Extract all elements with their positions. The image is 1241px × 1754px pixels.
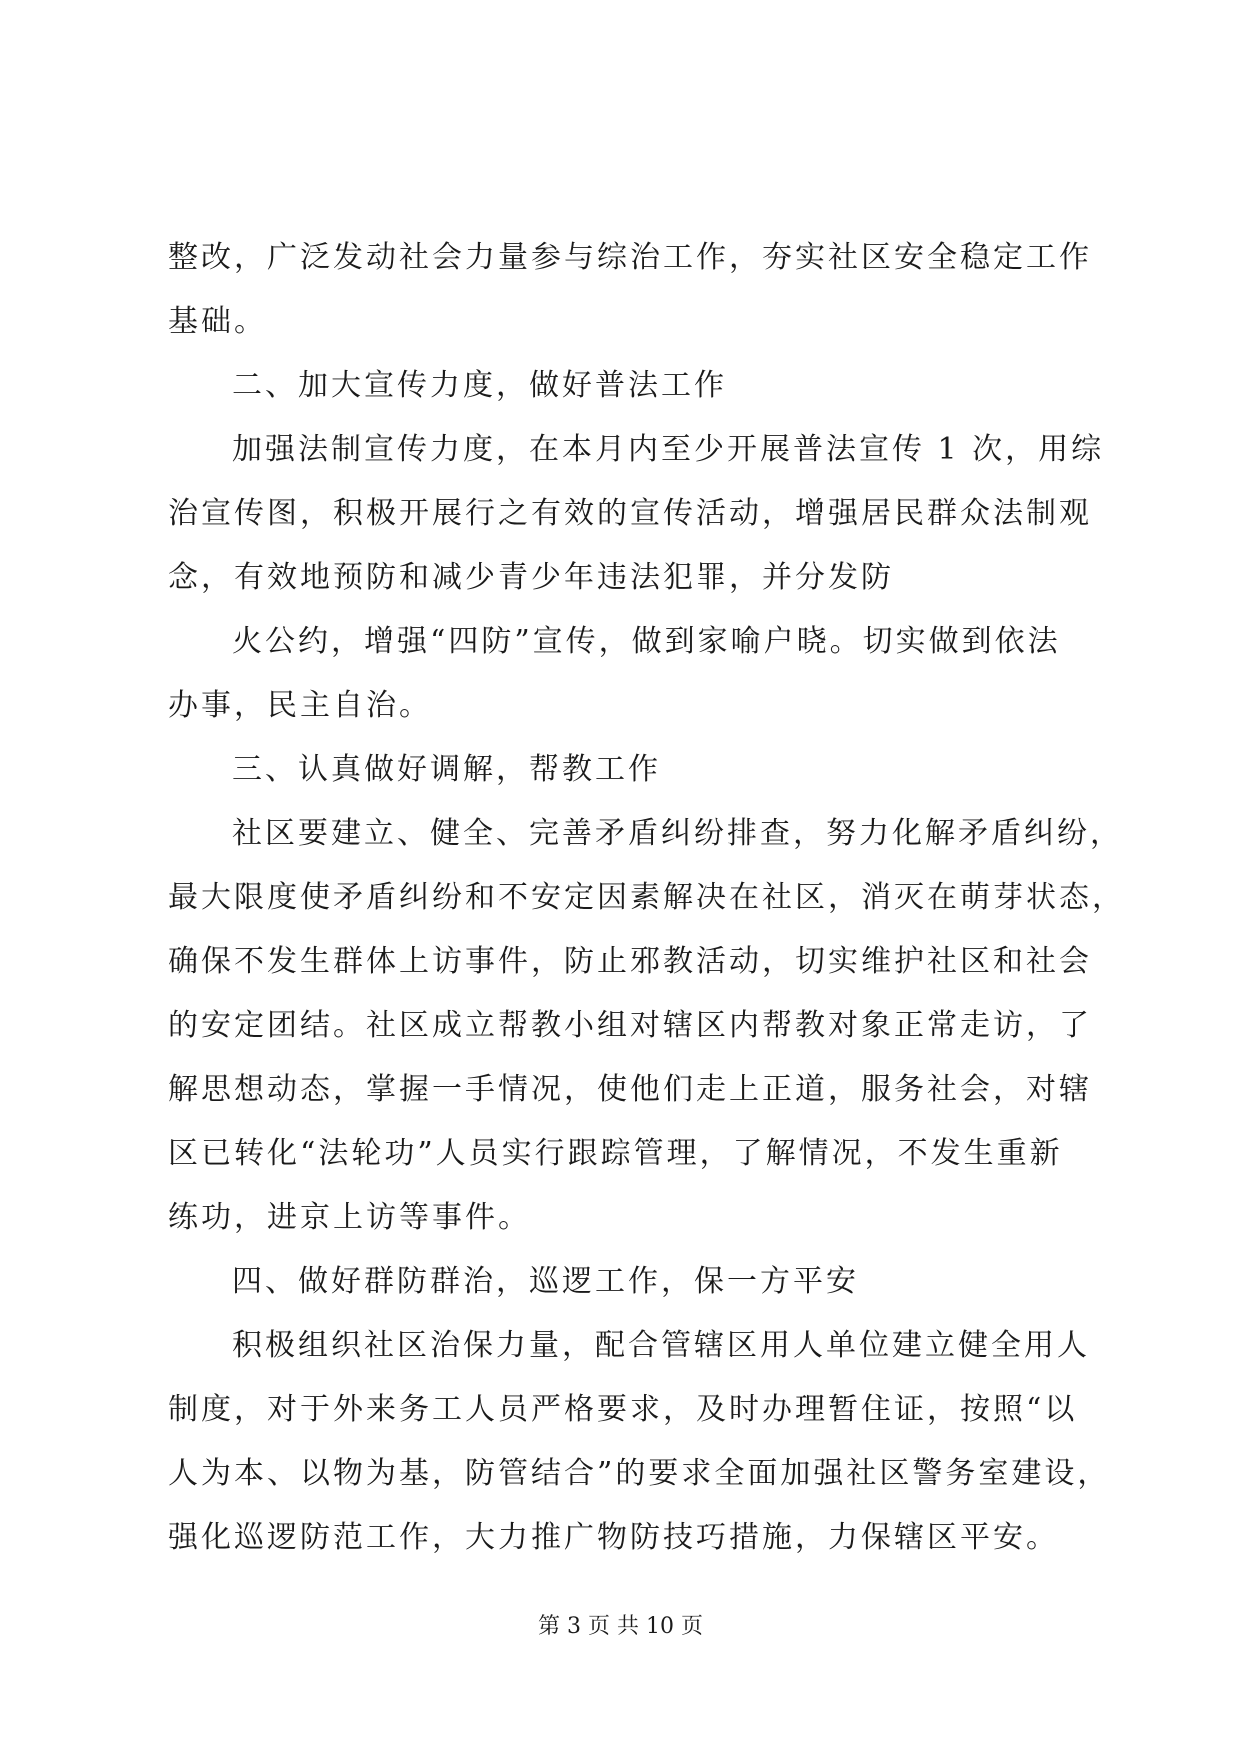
text-line: 三、认真做好调解，帮教工作: [232, 752, 661, 787]
text-line: 的安定团结。社区成立帮教小组对辖区内帮教对象正常走访，了: [168, 1008, 1092, 1043]
text-line: 基础。: [168, 304, 267, 339]
text-line: 最大限度使矛盾纠纷和不安定因素解决在社区，消灭在萌芽状态，: [168, 880, 1125, 915]
text-line: 四、做好群防群治，巡逻工作，保一方平安: [232, 1264, 859, 1299]
text-line: 确保不发生群体上访事件，防止邪教活动，切实维护社区和社会: [168, 944, 1092, 979]
text-line: 积极组织社区治保力量，配合管辖区用人单位建立健全用人: [232, 1328, 1090, 1363]
text-line: 办事，民主自治。: [168, 688, 432, 723]
text-line: 制度，对于外来务工人员严格要求，及时办理暂住证，按照“以: [168, 1392, 1078, 1427]
text-line: 整改，广泛发动社会力量参与综治工作，夯实社区安全稳定工作: [168, 240, 1092, 275]
text-line: 解思想动态，掌握一手情况，使他们走上正道，服务社会，对辖: [168, 1072, 1092, 1107]
text-line: 加强法制宣传力度，在本月内至少开展普法宣传 1 次，用综: [232, 432, 1105, 467]
text-line: 念，有效地预防和减少青少年违法犯罪，并分发防: [168, 560, 894, 595]
text-line: 区已转化“法轮功”人员实行跟踪管理，了解情况，不发生重新: [168, 1136, 1063, 1171]
text-line: 治宣传图，积极开展行之有效的宣传活动，增强居民群众法制观: [168, 496, 1092, 531]
text-line: 人为本、以物为基，防管结合”的要求全面加强社区警务室建设，: [168, 1456, 1111, 1491]
text-line: 火公约，增强“四防”宣传，做到家喻户晓。切实做到依法: [232, 624, 1061, 659]
page-footer: 第 3 页 共 10 页: [538, 1614, 703, 1639]
text-line: 练功，进京上访等事件。: [168, 1200, 531, 1235]
text-line: 二、加大宣传力度，做好普法工作: [232, 368, 727, 403]
text-line: 社区要建立、健全、完善矛盾纠纷排查，努力化解矛盾纠纷，: [232, 816, 1123, 851]
text-line: 强化巡逻防范工作，大力推广物防技巧措施，力保辖区平安。: [168, 1520, 1059, 1555]
document-body: [168, 226, 1125, 1570]
